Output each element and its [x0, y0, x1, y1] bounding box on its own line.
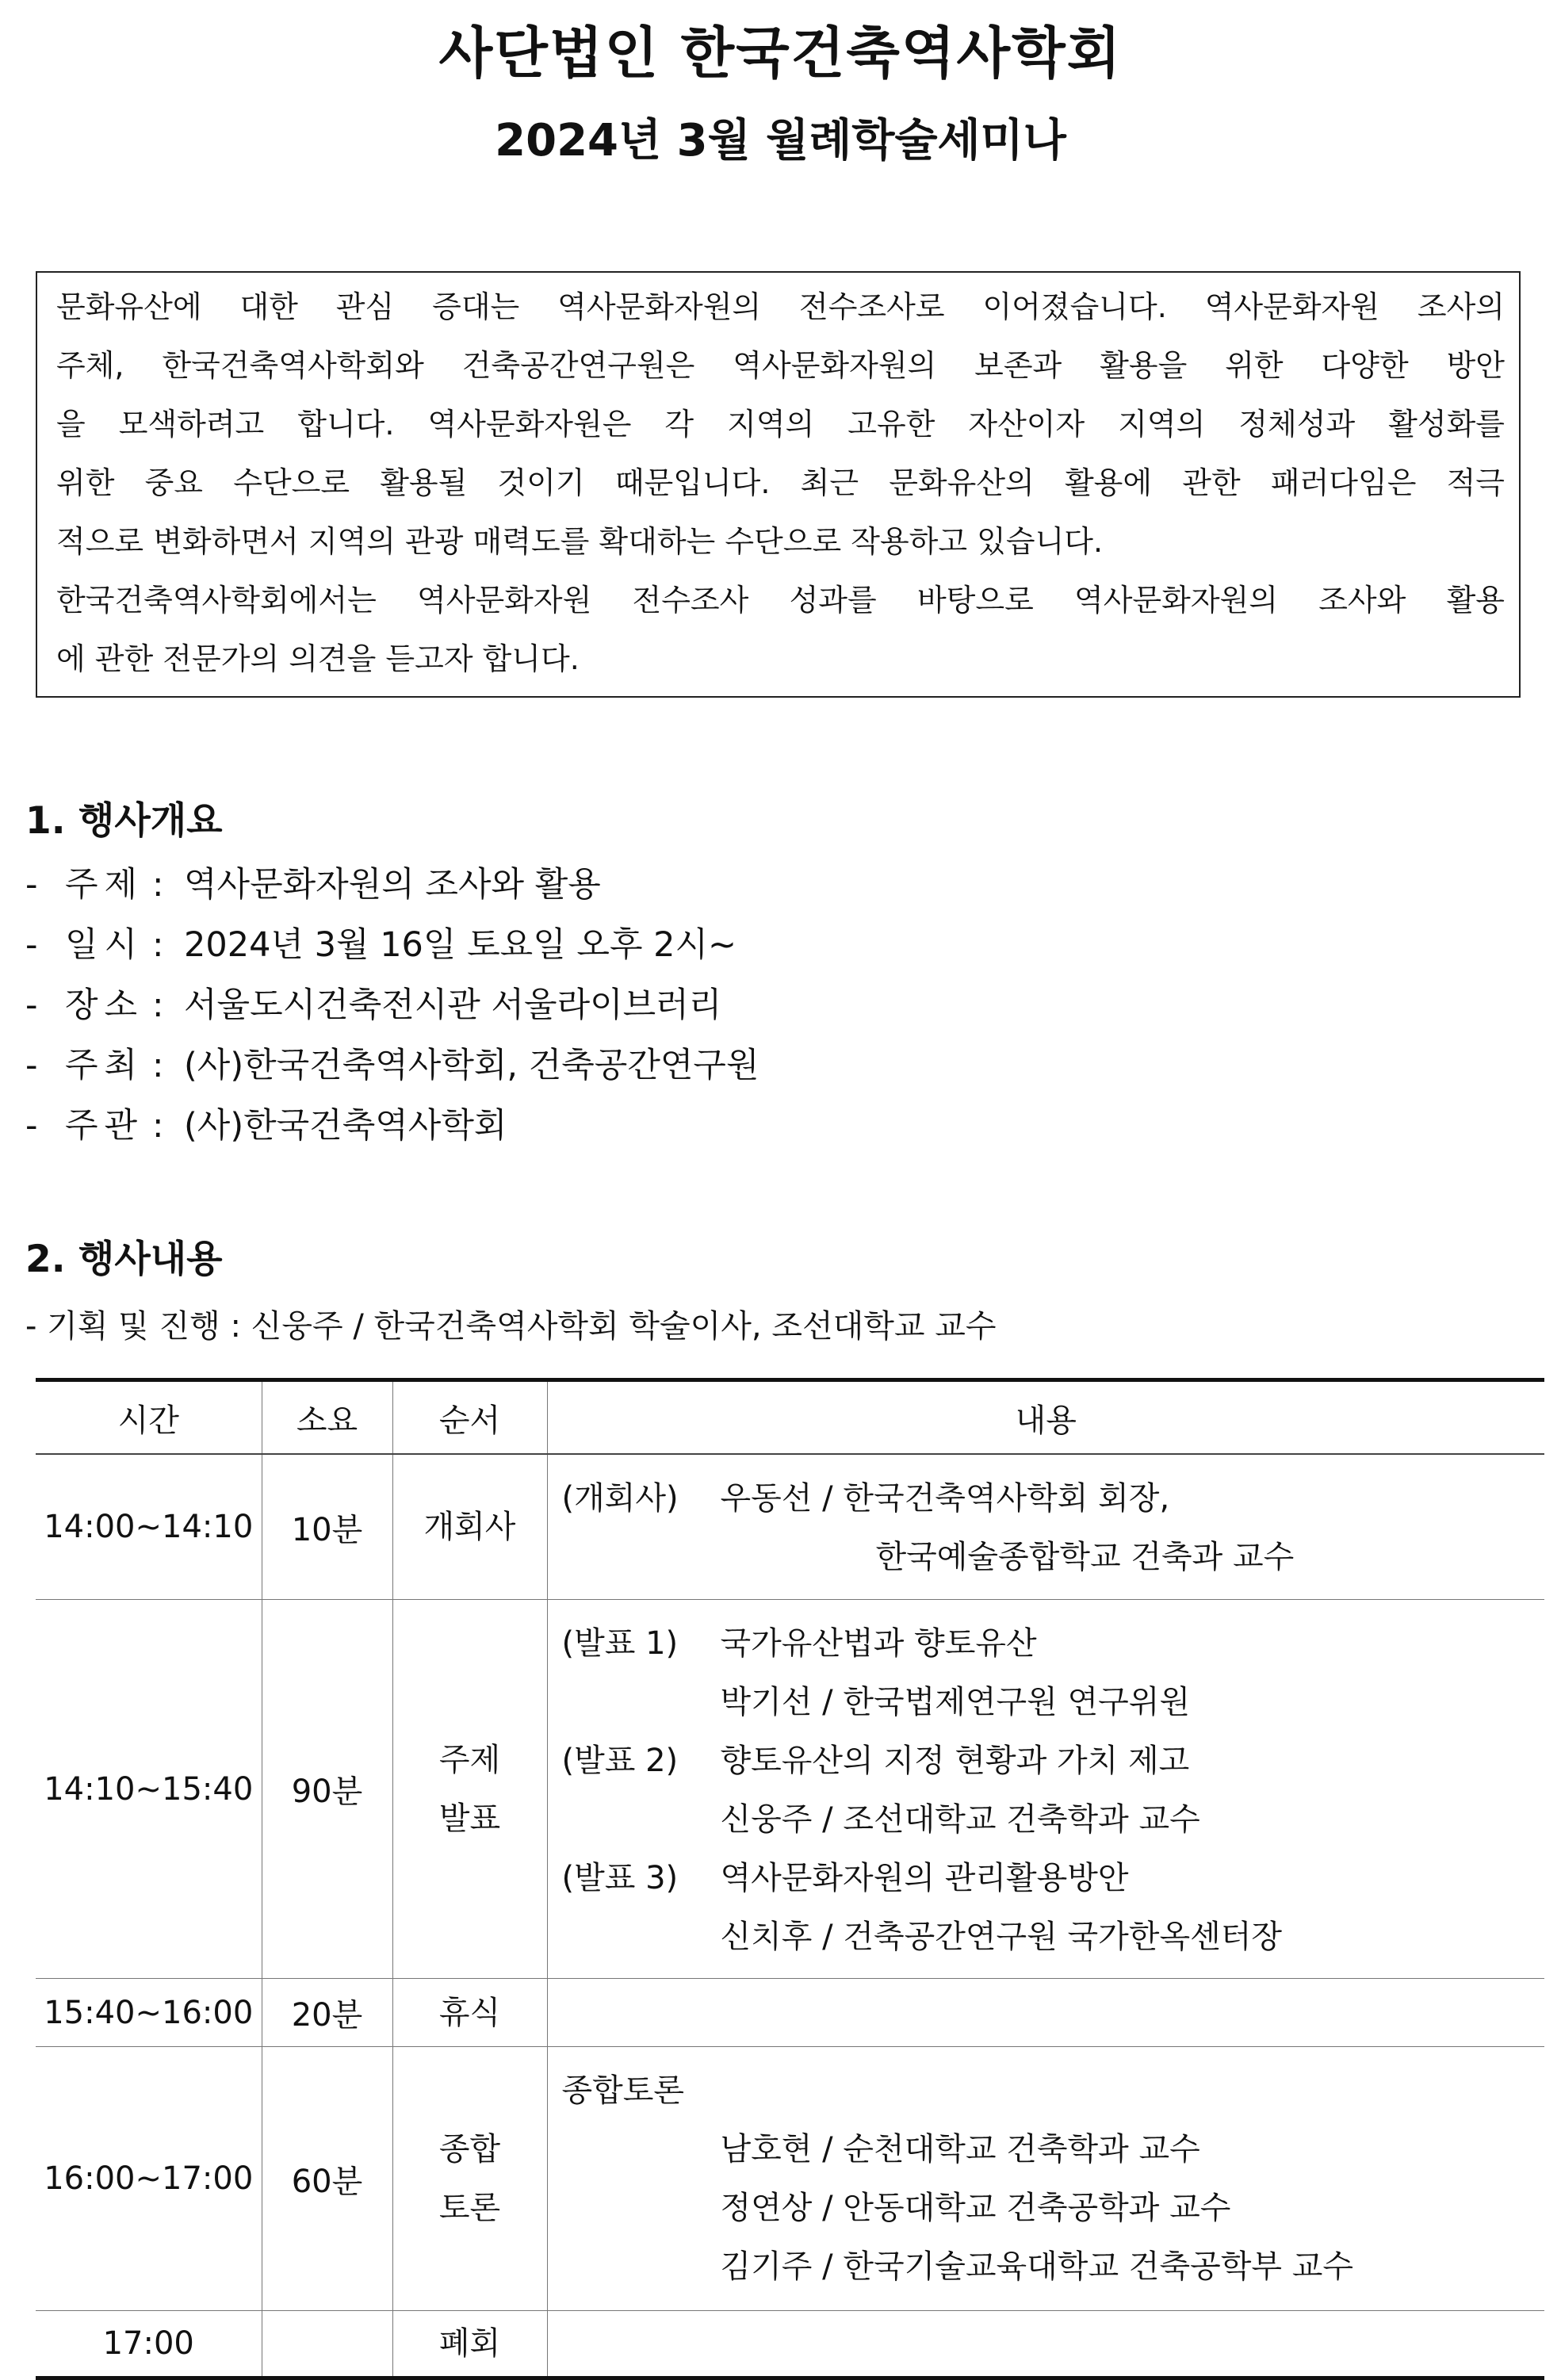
item-value: (사)한국건축역사학회, 건축공간연구원 — [184, 1046, 759, 1085]
cell-duration: 90분 — [262, 1600, 392, 1979]
item-label: 일시 — [65, 925, 144, 965]
order-line: 폐회 — [438, 2325, 501, 2362]
content-tag: (발표 3) — [561, 1860, 679, 1896]
overview-list — [25, 855, 759, 1156]
panelist: 김기주 / 한국기술교육대학교 건축공학부 교수 — [720, 2248, 1353, 2285]
intro-line: 적으로 변화하면서 지역의 관광 매력도를 확대하는 수단으로 작용하고 있습니다. — [56, 524, 1104, 559]
cell-content — [547, 2311, 1544, 2378]
cell-content — [547, 2047, 1544, 2311]
header-order: 순서 — [392, 1380, 547, 1455]
cell-order — [392, 2311, 547, 2378]
content-line — [562, 1849, 1545, 1907]
cell-time: 14:00~14:10 — [36, 1454, 262, 1600]
list-dash: - — [25, 925, 38, 965]
talk-topic: 향토유산의 지정 현황과 가치 제고 — [720, 1743, 1190, 1779]
cell-time: 17:00 — [36, 2311, 262, 2378]
list-dash: - — [25, 1046, 38, 1085]
content-line — [562, 1614, 1545, 1673]
item-colon: : — [152, 1046, 164, 1085]
item-colon: : — [152, 985, 164, 1025]
intro-line: 에 관한 전문가의 의견을 듣고자 합니다. — [56, 641, 580, 676]
cell-content — [547, 1600, 1544, 1979]
item-colon: : — [152, 865, 164, 905]
order-line: 휴식 — [438, 1994, 501, 2031]
content-tag: (개회사) — [561, 1480, 679, 1517]
item-value: 2024년 3월 16일 토요일 오후 2시~ — [184, 925, 737, 965]
item-colon: : — [152, 925, 164, 965]
overview-item-datetime — [25, 915, 759, 975]
cell-content — [547, 1454, 1544, 1600]
content-tag: (발표 1) — [561, 1625, 679, 1662]
overview-item-organizer — [25, 1096, 759, 1156]
table-row-presentations — [36, 1600, 1544, 1979]
cell-duration — [262, 2311, 392, 2378]
content-text: 우동선 / 한국건축역사학회 회장, — [720, 1480, 1170, 1517]
order-line: 종합 — [438, 2131, 501, 2168]
cell-order — [392, 1600, 547, 1979]
header-duration: 소요 — [262, 1380, 392, 1455]
table-row-break — [36, 1979, 1544, 2047]
table-row-closing — [36, 2311, 1544, 2378]
content-line: 한국예술종합학교 건축과 교수 — [875, 1539, 1295, 1575]
document-title: 사단법인 한국건축역사학회 — [438, 21, 1123, 86]
item-label: 장소 — [65, 985, 144, 1025]
order-line: 토론 — [438, 2190, 501, 2226]
panelist: 정연상 / 안동대학교 건축공학과 교수 — [720, 2190, 1231, 2226]
intro-box — [36, 271, 1521, 698]
header-time: 시간 — [36, 1380, 262, 1455]
discussion-title: 종합토론 — [561, 2072, 685, 2109]
table-row-opening — [36, 1454, 1544, 1600]
content-line — [562, 1731, 1545, 1790]
item-label: 주제 — [65, 865, 144, 905]
item-value: (사)한국건축역사학회 — [184, 1106, 507, 1146]
section-heading-program: 2. 행사내용 — [25, 1238, 223, 1281]
cell-content — [547, 1979, 1544, 2047]
table-header-row — [36, 1380, 1544, 1455]
overview-item-venue — [25, 975, 759, 1035]
intro-line: 주체, 한국건축역사학회와 건축공간연구원은 역사문화자원의 보존과 활용을 위한 다양한 방안 — [56, 348, 1505, 383]
intro-line: 문화유산에 대한 관심 증대는 역사문화자원의 전수조사로 이어졌습니다. 역사문화자원 조사의 — [56, 289, 1505, 324]
list-dash: - — [25, 1106, 38, 1146]
item-value: 역사문화자원의 조사와 활용 — [184, 865, 601, 905]
list-dash: - — [25, 865, 38, 905]
cell-time: 14:10~15:40 — [36, 1600, 262, 1979]
item-label: 주관 — [65, 1106, 144, 1146]
cell-time: 16:00~17:00 — [36, 2047, 262, 2311]
order-line: 주제 — [438, 1741, 501, 1778]
content-line — [562, 1469, 1545, 1528]
talk-topic: 역사문화자원의 관리활용방안 — [720, 1860, 1129, 1896]
cell-duration: 20분 — [262, 1979, 392, 2047]
cell-time: 15:40~16:00 — [36, 1979, 262, 2047]
item-value: 서울도시건축전시관 서울라이브러리 — [184, 985, 722, 1025]
overview-item-topic — [25, 855, 759, 915]
intro-line: 위한 중요 수단으로 활용될 것이기 때문입니다. 최근 문화유산의 활용에 관한 패러다임은 적극 — [56, 465, 1505, 500]
order-line: 발표 — [438, 1800, 501, 1837]
talk-speaker: 신웅주 / 조선대학교 건축학과 교수 — [720, 1801, 1200, 1838]
cell-duration: 10분 — [262, 1454, 392, 1600]
schedule-table — [36, 1378, 1544, 2380]
cell-order — [392, 2047, 547, 2311]
panelist: 남호현 / 순천대학교 건축학과 교수 — [720, 2131, 1200, 2168]
talk-speaker: 신치후 / 건축공간연구원 국가한옥센터장 — [720, 1919, 1283, 1955]
header-content: 내용 — [547, 1380, 1544, 1455]
item-colon: : — [152, 1106, 164, 1146]
item-label: 주최 — [65, 1046, 144, 1085]
intro-line: 한국건축역사학회에서는 역사문화자원 전수조사 성과를 바탕으로 역사문화자원의 조사와 활용 — [56, 583, 1505, 618]
table-row-discussion — [36, 2047, 1544, 2311]
talk-speaker: 박기선 / 한국법제연구원 연구위원 — [720, 1684, 1191, 1720]
intro-line: 을 모색하려고 합니다. 역사문화자원은 각 지역의 고유한 자산이자 지역의 정체성과 활성화를 — [56, 407, 1505, 442]
cell-order — [392, 1979, 547, 2047]
content-tag: (발표 2) — [561, 1743, 679, 1779]
program-coordinator: - 기획 및 진행 : 신웅주 / 한국건축역사학회 학술이사, 조선대학교 교수 — [25, 1308, 997, 1345]
list-dash: - — [25, 985, 38, 1025]
section-heading-overview: 1. 행사개요 — [25, 799, 223, 843]
overview-item-host — [25, 1035, 759, 1096]
cell-duration: 60분 — [262, 2047, 392, 2311]
document-subtitle: 2024년 3월 월례학술세미나 — [495, 115, 1066, 166]
cell-order — [392, 1454, 547, 1600]
talk-topic: 국가유산법과 향토유산 — [720, 1625, 1037, 1662]
order-line: 개회사 — [423, 1509, 516, 1545]
